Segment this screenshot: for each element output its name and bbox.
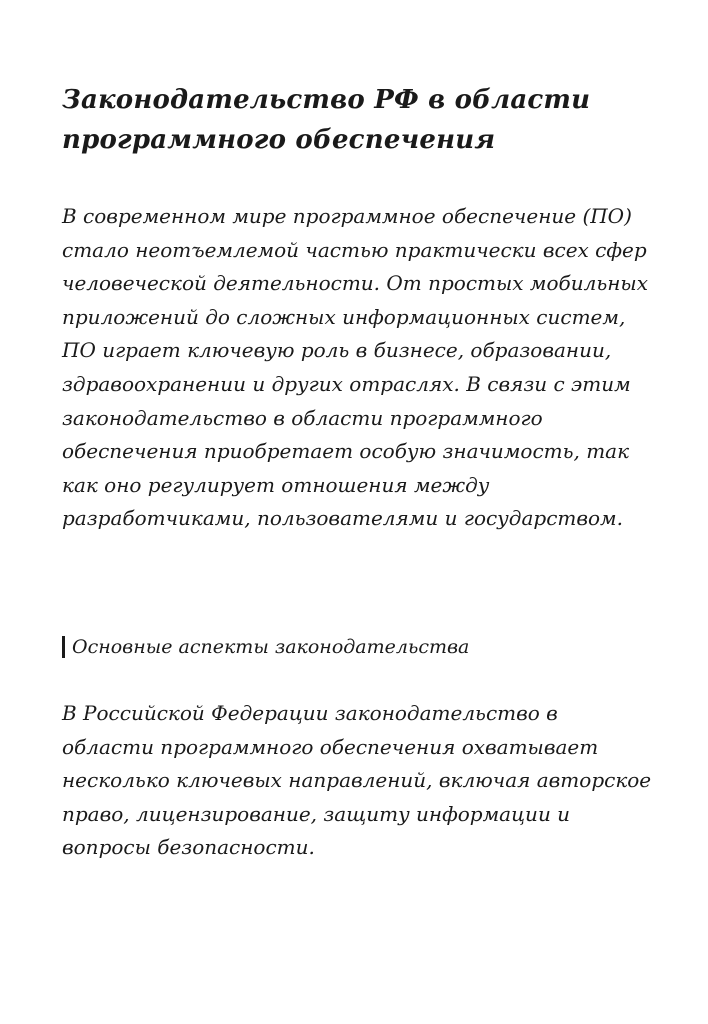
- section-heading-text: Основные аспекты законодательства: [72, 636, 470, 658]
- section-paragraph: В Российской Федерации законодательство в области программного обеспечения охватывает несколько ключевых направлений, включая авторское право, лицензирование, защиту информации и вопросы безопасности.: [62, 701, 652, 860]
- section-heading: [62, 632, 622, 662]
- intro-paragraph: В современном мире программное обеспечение (ПО) стало неотъемлемой частью практически всех сфер человеческой деятельности. От простых мобильных приложений до сложных информационных систем, ПО играет ключевую роль в бизнесе, образовании, здравоохранении и других отраслях. В связи с этим законодательство в области программного обеспечения приобретает особую значимость, так как оно регулирует отношения между разработчиками, пользователями и государством.: [62, 204, 648, 531]
- section-heading-bar: [62, 636, 65, 658]
- document-title: Законодательство РФ в области программного обеспечения: [62, 85, 591, 155]
